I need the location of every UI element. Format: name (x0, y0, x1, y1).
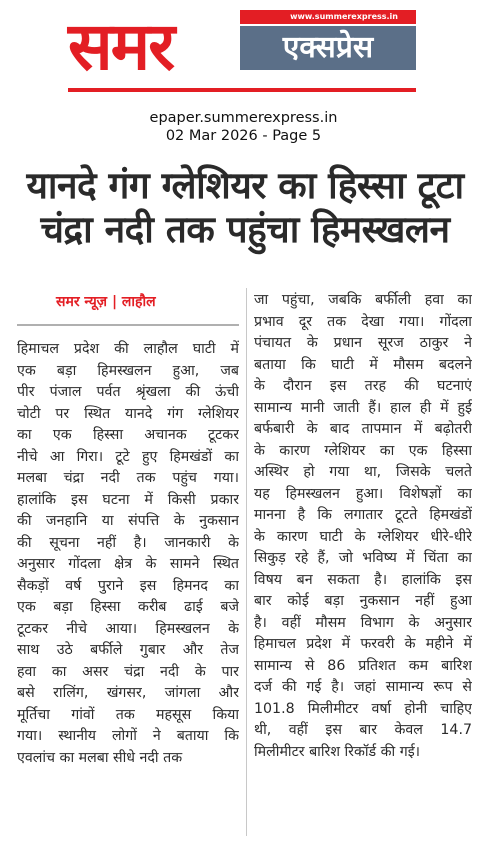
body-text-line: सैकड़ों वर्ष पुराने इस हिमनद का (17, 577, 239, 594)
body-text-line: एवलांच का मलबा सीधे नदी तक (17, 749, 183, 766)
article-body-left-column (17, 339, 239, 769)
edition-date-page: 02 Mar 2026 - Page 5 (165, 128, 322, 144)
headline-line: चंद्रा नदी तक पहुंचा हिमस्खलन (40, 208, 450, 251)
body-text-line: अनुसार गोंदला क्षेत्र के सामने स्थित (17, 556, 239, 572)
body-text-line: हवा का असर चंद्रा नदी के पार (17, 663, 239, 680)
body-text-line: पंचायत के प्रधान सूरज ठाकुर ने (254, 335, 472, 351)
body-text-line: हिमाचल प्रदेश में फरवरी के महीने में (254, 636, 472, 652)
body-text-line: यह हिमस्खलन हुआ। विशेषज्ञों का (254, 485, 472, 502)
body-text-line: के कारण ग्लेशियर का एक हिस्सा (254, 442, 472, 459)
body-text-line: के कारण घाटी के ग्लेशियर धीरे-धीरे (254, 528, 472, 545)
body-text-line: बसे रालिंग, खंगसर, जांगला और (17, 685, 239, 701)
body-text-line: मिलीमीटर बारिश रिकॉर्ड की गई। (254, 743, 421, 760)
brand-url: www.summerexpress.in (240, 10, 416, 24)
body-text-line: एक बड़ा हिस्सा करीब ढाई बजे (17, 599, 239, 615)
body-text-line: सामान्य से 86 प्रतिशत कम बारिश (254, 657, 472, 674)
body-text-line: सिकुड़ रहे हैं, जो भविष्य में चिंता का (254, 550, 472, 566)
body-text-line: जा पहुंचा, जबकि बर्फीली हवा का (254, 292, 472, 308)
masthead-underline (68, 88, 416, 92)
masthead-logo (68, 4, 416, 90)
brand-express: एक्सप्रेस (240, 26, 416, 70)
body-text-line: चोटी पर स्थित यानदे गंग ग्लेशियर (17, 405, 239, 422)
body-text-line: है। वहीं मौसम विभाग के अनुसार (254, 614, 472, 631)
byline-divider (17, 324, 239, 326)
body-text-line: अस्थिर हो गया था, जिसके चलते (254, 464, 472, 480)
article-body-right-column (254, 290, 472, 763)
body-text-line: टूटकर नीचे आया। हिमस्खलन के (17, 620, 239, 637)
body-text-line: पीर पंजाल पर्वत श्रृंखला की ऊंची (17, 384, 239, 400)
headline-line: यानदे गंग ग्लेशियर का हिस्सा टूटा (26, 164, 464, 207)
body-text-line: प्रभाव दूर तक देखा गया। गोंदला (254, 313, 472, 330)
body-text-line: बार कोई बड़ा नुकसान नहीं हुआ (254, 593, 472, 609)
body-text-line: एक बड़ा हिमस्खलन हुआ, जब (17, 362, 239, 379)
body-text-line: का एक हिस्सा अचानक टूटकर (17, 427, 239, 443)
edition-info (0, 109, 487, 145)
body-text-line: हालांकि इस घटना में किसी प्रकार (17, 491, 239, 508)
body-text-line: बर्फबारी के बाद तापमान में बढ़ोतरी (254, 421, 472, 437)
body-text-line: बताया कि घाटी में मौसम बदलने (254, 356, 472, 373)
body-text-line: के दौरान इस तरह की घटनाएं (254, 378, 472, 394)
body-text-line: गया। स्थानीय लोगों ने बताया कि (17, 728, 239, 744)
edition-site: epaper.summerexpress.in (149, 110, 338, 126)
body-text-line: 101.8 मिलीमीटर वर्षा होनी चाहिए (254, 700, 472, 717)
body-text-line: साथ उठे बर्फीले गुबार और तेज (17, 642, 239, 658)
article-headline (14, 164, 476, 252)
article-byline: समर न्यूज़ | लाहौल (56, 294, 156, 310)
body-text-line: मानना है कि लगातार टूटते हिमखंडों (254, 507, 472, 523)
body-text-line: की सूचना नहीं है। जानकारी के (17, 534, 239, 551)
brand-name-hindi: समर (68, 8, 174, 85)
body-text-line: हिमाचल प्रदेश की लाहौल घाटी में (17, 341, 239, 357)
body-text-line: थी, वहीं इस बार केवल 14.7 (254, 722, 472, 738)
body-text-line: मूर्तिचा गांवों तक महसूस किया (17, 706, 239, 723)
body-text-line: विषय बन सकता है। हालांकि इस (254, 571, 472, 588)
body-text-line: नीचे आ गिरा। टूटे हुए हिमखंडों का (17, 448, 239, 465)
body-text-line: सामान्य मानी जाती हैं। हाल ही में हुई (254, 399, 472, 416)
body-text-line: दर्ज की गई है। जहां सामान्य रूप से (254, 679, 472, 695)
column-divider (246, 288, 247, 836)
body-text-line: मलबा चंद्रा नदी तक पहुंच गया। (17, 470, 239, 486)
body-text-line: की जनहानि या संपत्ति के नुकसान (17, 513, 239, 529)
